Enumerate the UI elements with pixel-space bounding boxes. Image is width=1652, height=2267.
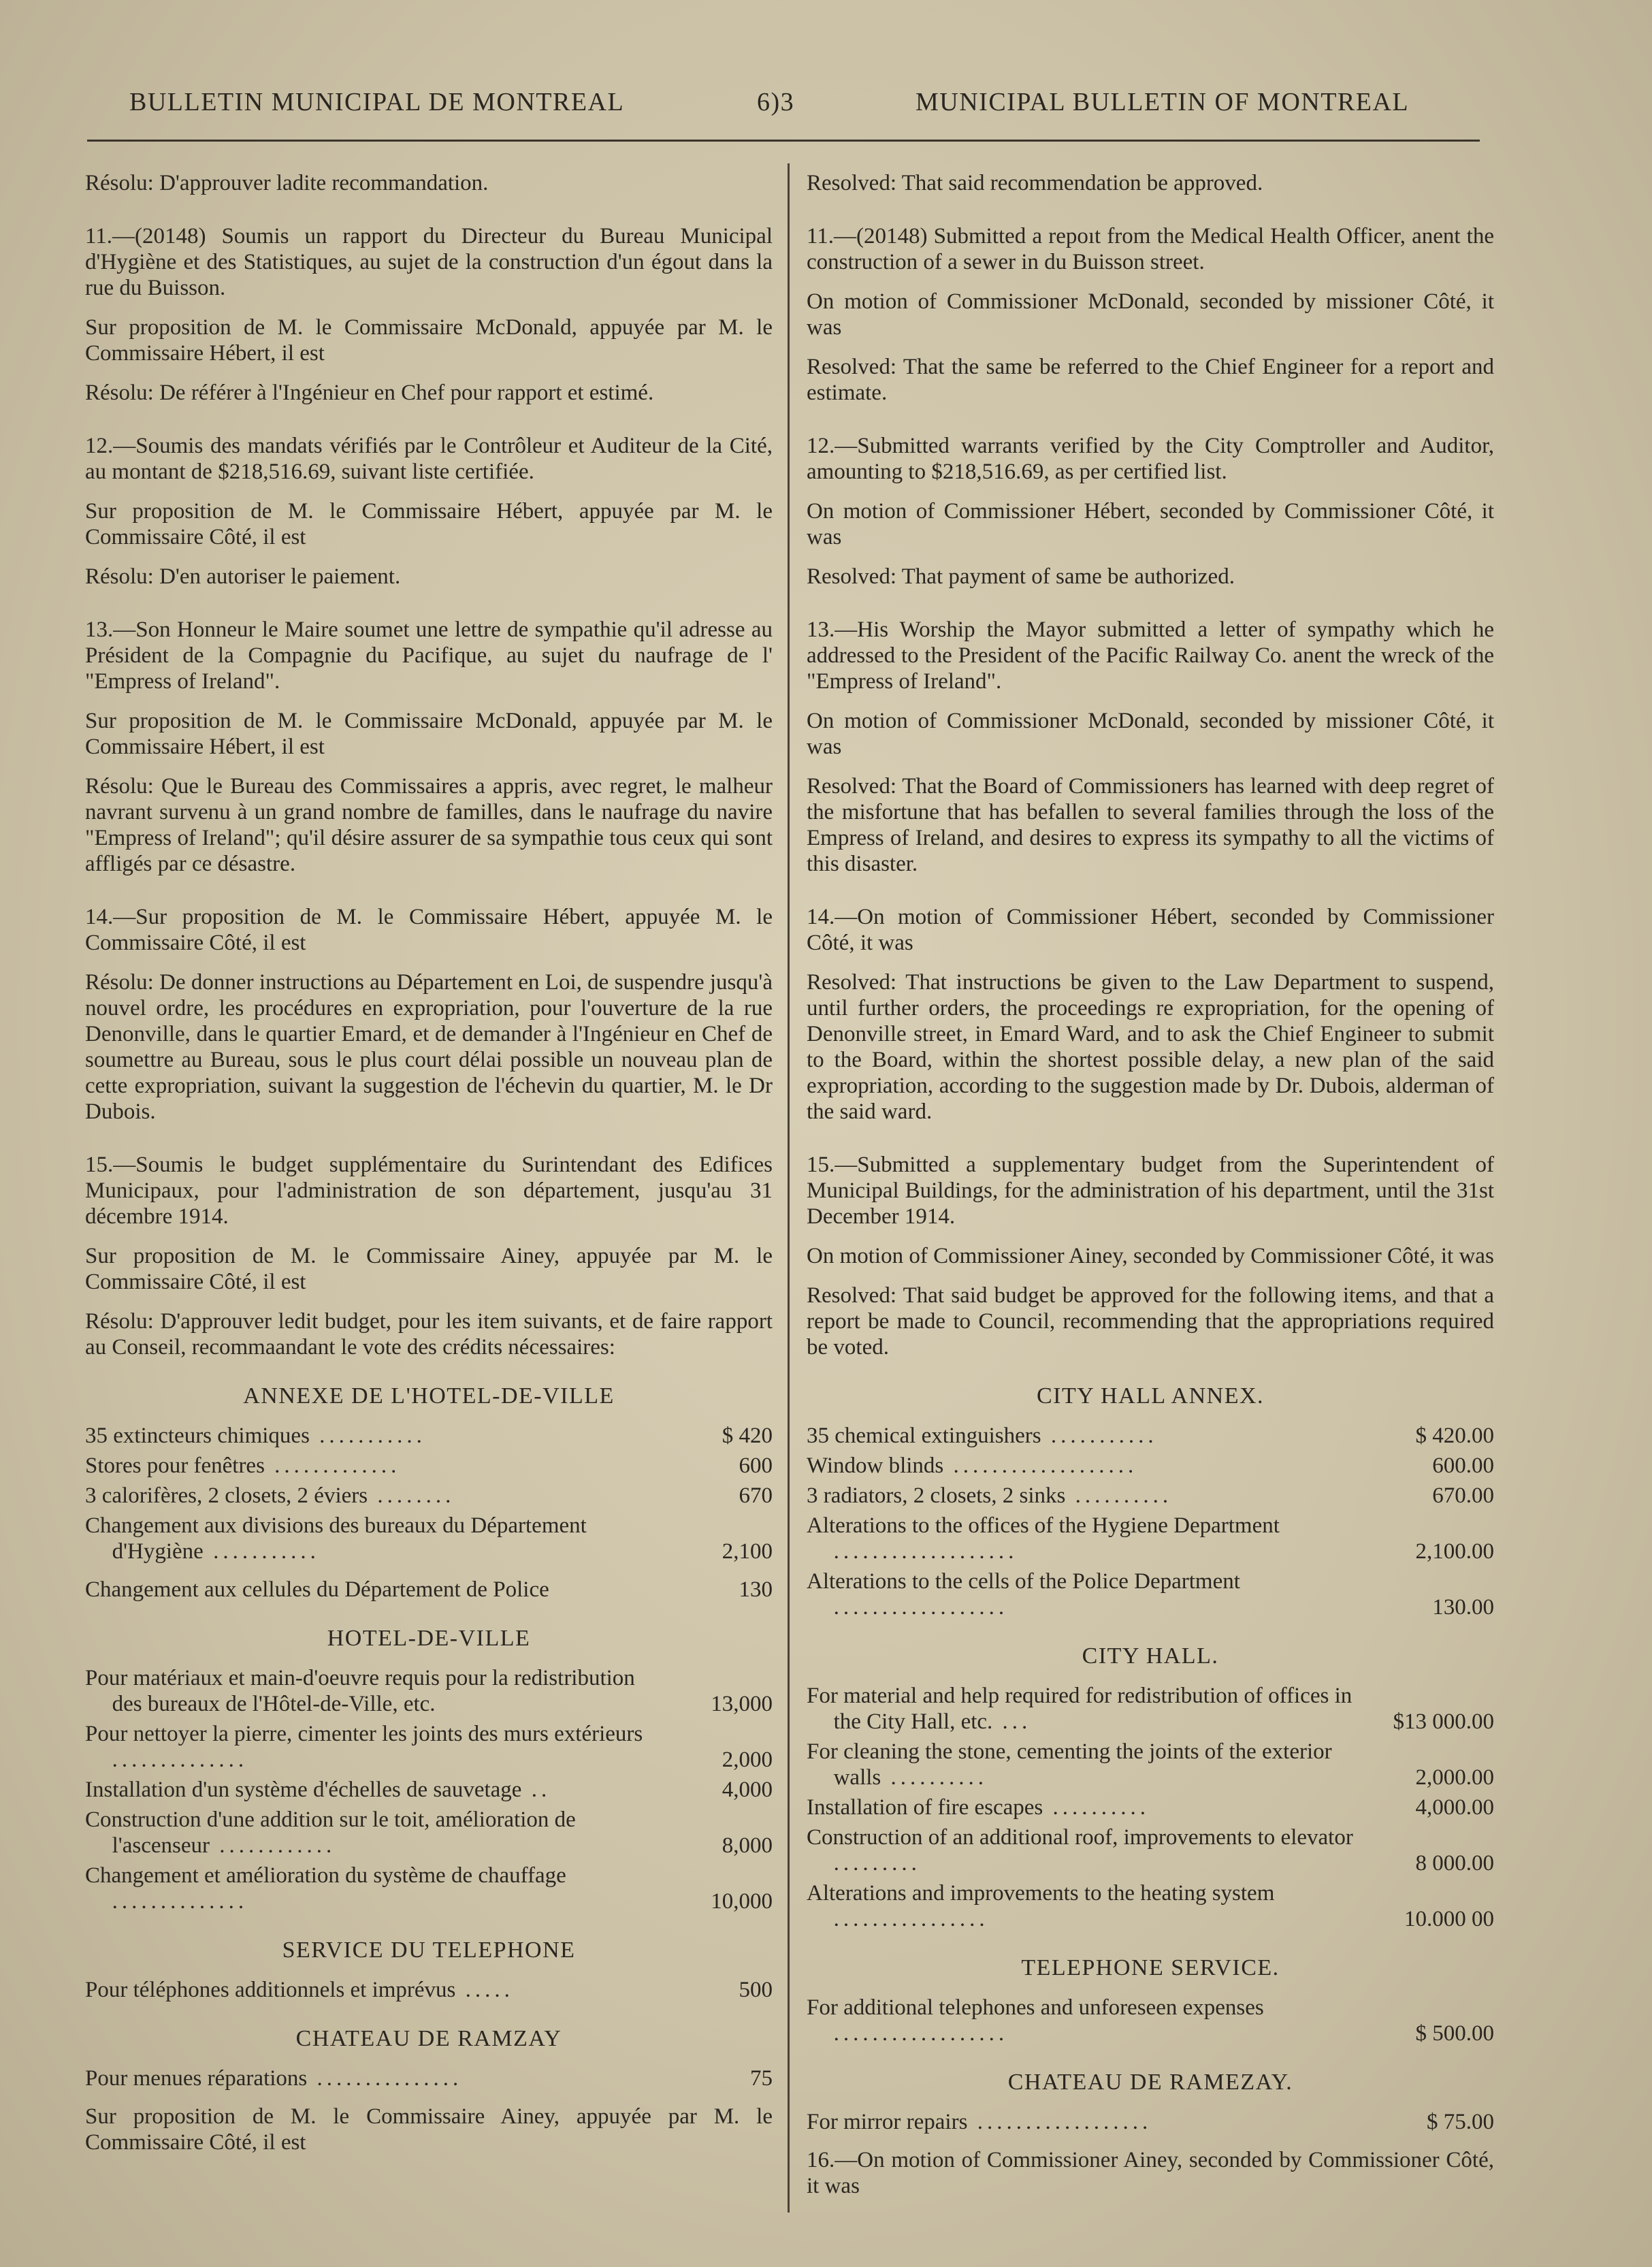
budget-item-desc: Pour nettoyer la pierre, cimenter les joints des murs extérieurs [85, 1722, 643, 1746]
budget-item: 35 extincteurs chimiques ........... $ 420 [85, 1424, 773, 1448]
section-heading: TELEPHONE SERVICE. [1021, 1955, 1280, 1980]
item-12-resolution: Résolu: D'en autoriser le paiement. [85, 564, 401, 589]
header-rule [87, 140, 1480, 142]
budget-item: Changement et amélioration du système de chauffage .............. 10,000 [85, 1863, 773, 1914]
section-heading: CHATEAU DE RAMZAY [295, 2026, 562, 2051]
item-12-submission: 12.—Submitted warrants verified by the City Comptroller and Auditor, amounting to $218,516.69, as per certified list. [807, 434, 1494, 484]
budget-item: Pour téléphones additionnels et imprévus ..... 500 [85, 1978, 773, 2002]
budget-item: Pour nettoyer la pierre, cimenter les joints des murs extérieurs .............. 2,000 [85, 1722, 773, 1772]
budget-item-desc: Stores pour fenêtres [85, 1453, 265, 1478]
running-head-english: MUNICIPAL BULLETIN OF MONTREAL [916, 88, 1410, 116]
budget-item-desc: 3 radiators, 2 closets, 2 sinks [807, 1483, 1066, 1508]
budget-item-amount: 10,000 [711, 1889, 773, 1914]
budget-item-amount: $ 420.00 [1415, 1424, 1494, 1448]
section-heading: CHATEAU DE RAMEZAY. [1007, 2070, 1293, 2095]
item-14-motion: 14.—On motion of Commissioner Hébert, seconded by Commissioner Côté, it was [807, 905, 1494, 955]
budget-item-desc: Alterations and improvements to the heating system [807, 1881, 1275, 1906]
budget-item-desc: Changement et amélioration du système de chauffage [85, 1863, 566, 1888]
budget-item: Alterations to the cells of the Police Department .................. 130.00 [807, 1569, 1494, 1620]
item-13-motion: On motion of Commissioner McDonald, seconded by missioner Côté, it was [807, 709, 1494, 759]
budget-item: Installation of fire escapes .......... 4,000.00 [807, 1795, 1494, 1820]
budget-item-desc: Pour menues réparations [85, 2066, 308, 2091]
budget-item-desc: 35 chemical extinguishers [807, 1424, 1041, 1448]
budget-item-desc: Installation of fire escapes [807, 1795, 1043, 1820]
item-15-resolution: Resolved: That said budget be approved for the following items, and that a report be made to Council, recommending that the appropriations required be voted. [807, 1283, 1494, 1360]
budget-item: For cleaning the stone, cementing the joints of the exterior walls .......... 2,000.00 [807, 1739, 1494, 1790]
budget-list-annexe [85, 1423, 773, 1603]
budget-item-amount: 600 [739, 1453, 773, 1478]
section-heading: CITY HALL ANNEX. [1036, 1383, 1265, 1409]
budget-item-desc: Changement aux cellules du Département de Police [85, 1577, 549, 1602]
budget-item: For additional telephones and unforeseen expenses .................. $ 500.00 [807, 1995, 1494, 2046]
budget-item: 3 radiators, 2 closets, 2 sinks .......... 670.00 [807, 1483, 1494, 1508]
budget-list-cityhall [807, 1683, 1494, 1932]
budget-list-annex [807, 1423, 1494, 1620]
page-number: 6)3 [757, 88, 795, 116]
budget-item-desc: For cleaning the stone, cementing the joints of the exterior walls [807, 1739, 1332, 1790]
budget-item-amount: 13,000 [711, 1692, 773, 1716]
budget-item-desc: Alterations to the offices of the Hygiene Department [807, 1513, 1280, 1538]
item-11-submission: 11.—(20148) Soumis un rapport du Directeur du Bureau Municipal d'Hygiène et des Statistiques, au sujet de la construction d'un égout dans la rue du Buisson. [85, 224, 773, 300]
item-15-submission: 15.—Submitted a supplementary budget from the Superintendent of Municipal Buildings, for the administration of his department, until the 31st December 1914. [807, 1153, 1494, 1229]
budget-item-amount: 8 000.00 [1415, 1851, 1494, 1876]
budget-item: For material and help required for redistribution of offices in the City Hall, etc. ... $13 000.00 [807, 1684, 1494, 1734]
running-head-french: BULLETIN MUNICIPAL DE MONTREAL [129, 88, 625, 116]
budget-item-amount: 8,000 [722, 1833, 773, 1858]
item-11-motion: On motion of Commissioner McDonald, seconded by missioner Côté, it was [807, 289, 1494, 340]
budget-item-desc: 3 calorifères, 2 closets, 2 éviers [85, 1483, 368, 1508]
item-15-motion: Sur proposition de M. le Commissaire Ainey, appuyée par M. le Commissaire Côté, il est [85, 1244, 773, 1294]
item-12-submission: 12.—Soumis des mandats vérifiés par le Contrôleur et Auditeur de la Cité, au montant de $218,516.69, suivant liste certifiée. [85, 434, 773, 484]
budget-item-desc: For additional telephones and unforeseen expenses [807, 1995, 1264, 2020]
item-13-letter: 13.—His Worship the Mayor submitted a letter of sympathy which he addressed to the President of the Pacific Railway Co. anent the wreck of the "Empress of Ireland". [807, 617, 1494, 694]
budget-item-desc: 35 extincteurs chimiques [85, 1424, 310, 1448]
item-15-resolution: Résolu: D'approuver ledit budget, pour les item suivants, et de faire rapport au Conseil, recommaandant le vote des crédits nécessaires: [85, 1309, 773, 1360]
section-heading: SERVICE DU TELEPHONE [282, 1938, 576, 1963]
item-14-resolution: Resolved: That instructions be given to the Law Department to suspend, until further orders, the proceedings re expropriation, for the opening of Denonville street, in Emard Ward, and to ask the Chief Engineer to submit to the Board, within the shortest possible delay, a new plan of the said expropriation, according to the suggestion made by Dr. Dubois, alderman of the said ward. [807, 970, 1494, 1124]
resolution-text: Résolu: D'approuver ladite recommandation. [85, 171, 489, 195]
budget-item-amount: 75 [750, 2066, 773, 2091]
budget-item-desc: Construction d'une addition sur le toit, amélioration de l'ascenseur [85, 1807, 576, 1858]
item-13-motion: Sur proposition de M. le Commissaire McDonald, appuyée par M. le Commissaire Hébert, il est [85, 709, 773, 759]
budget-item-amount: $ 420 [722, 1424, 773, 1448]
item-11-motion: Sur proposition de M. le Commissaire McDonald, appuyée par M. le Commissaire Hébert, il est [85, 315, 773, 366]
budget-item-amount: $ 75.00 [1427, 2110, 1494, 2134]
resolution-text: Resolved: That said recommendation be approved. [807, 171, 1263, 195]
budget-item-desc: Pour matériaux et main-d'oeuvre requis pour la redistribution des bureaux de l'Hôtel-de-Ville, etc. [85, 1666, 635, 1716]
budget-item: Window blinds ................... 600.00 [807, 1453, 1494, 1478]
budget-item-amount: 10.000 00 [1404, 1907, 1494, 1931]
item-13-resolution: Resolved: That the Board of Commissioners has learned with deep regret of the misfortune that has befallen to several families through the loss of the Empress of Ireland, and desires to express its sympathy to all the victims of this disaster. [807, 774, 1494, 876]
budget-item-desc: Changement aux divisions des bureaux du Département d'Hygiène [85, 1513, 587, 1564]
budget-item [85, 1577, 773, 1603]
item-15-submission: 15.—Soumis le budget supplémentaire du Surintendant des Edifices Municipaux, pour l'administration de son département, jusqu'au 31 décembre 1914. [85, 1153, 773, 1229]
budget-item-amount: 600.00 [1432, 1453, 1494, 1478]
budget-item: Construction d'une addition sur le toit, amélioration de l'ascenseur ............ 8,000 [85, 1807, 773, 1858]
budget-item-desc: Installation d'un système d'échelles de sauvetage [85, 1778, 522, 1802]
budget-item-amount: 670.00 [1432, 1483, 1494, 1508]
budget-item-desc: Window blinds [807, 1453, 944, 1478]
budget-list-hotel [85, 1665, 773, 1914]
budget-item-amount: 2,000.00 [1415, 1765, 1494, 1790]
budget-item-amount: 2,000 [722, 1748, 773, 1772]
item-11-resolution: Resolved: That the same be referred to the Chief Engineer for a report and estimate. [807, 355, 1494, 405]
english-column [807, 170, 1494, 2213]
section-heading: ANNEXE DE L'HOTEL-DE-VILLE [243, 1383, 615, 1409]
column-divider [788, 163, 790, 2213]
section-heading: CITY HALL. [1082, 1643, 1219, 1669]
budget-item [85, 1665, 773, 1717]
budget-item: Alterations and improvements to the heating system ................ 10.000 00 [807, 1881, 1494, 1931]
budget-item: For mirror repairs .................. $ 75.00 [807, 2110, 1494, 2134]
item-14-motion: 14.—Sur proposition de M. le Commissaire Hébert, appuyée M. le Commissaire Côté, il est [85, 905, 773, 955]
budget-item-amount: $13 000.00 [1393, 1709, 1494, 1734]
budget-item: Alterations to the offices of the Hygiene Department ................... 2,100.00 [807, 1513, 1494, 1564]
budget-item: Stores pour fenêtres ............. 600 [85, 1453, 773, 1478]
budget-item-amount: 130 [739, 1577, 773, 1602]
item-12-motion: On motion of Commissioner Hébert, seconded by Commissioner Côté, it was [807, 499, 1494, 549]
budget-item-desc: For mirror repairs [807, 2110, 968, 2134]
item-12-motion: Sur proposition de M. le Commissaire Hébert, appuyée par M. le Commissaire Côté, il est [85, 499, 773, 549]
budget-item-desc: Pour téléphones additionnels et imprévus [85, 1978, 456, 2002]
item-15-motion: On motion of Commissioner Ainey, seconded by Commissioner Côté, it was [807, 1244, 1494, 1268]
budget-item-amount: 2,100.00 [1415, 1539, 1494, 1564]
item-16-motion: Sur proposition de M. le Commissaire Ainey, appuyée par M. le Commissaire Côté, il est [85, 2104, 773, 2155]
budget-item-desc: Construction of an additional roof, improvements to elevator [807, 1825, 1353, 1850]
french-column [85, 170, 773, 2169]
budget-item-amount: 670 [739, 1483, 773, 1508]
budget-item: Changement aux divisions des bureaux du Département d'Hygiène ........... 2,100 [85, 1513, 773, 1564]
budget-item: Construction of an additional roof, improvements to elevator ......... 8 000.00 [807, 1825, 1494, 1876]
budget-item: Pour menues réparations ............... 75 [85, 2066, 773, 2091]
budget-item: 3 calorifères, 2 closets, 2 éviers ........ 670 [85, 1483, 773, 1508]
budget-item-amount: 130.00 [1432, 1595, 1494, 1620]
budget-item-amount: $ 500.00 [1415, 2021, 1494, 2046]
section-heading: HOTEL-DE-VILLE [327, 1626, 531, 1651]
item-13-letter: 13.—Son Honneur le Maire soumet une lettre de sympathie qu'il adresse au Président de la Compagnie du Pacifique, au sujet du naufrage de l' "Empress of Ireland". [85, 617, 773, 694]
item-11-resolution: Résolu: De référer à l'Ingénieur en Chef pour rapport et estimé. [85, 381, 654, 405]
item-13-resolution: Résolu: Que le Bureau des Commissaires a appris, avec regret, le malheur navrant survenu à un grand nombre de familles, dans le naufrage du navire "Empress of Ireland"; qu'il désire assurer de sa sympathie tous ceux qui sont affligés par ce désastre. [85, 774, 773, 876]
item-11-submission: 11.—(20148) Submitted a repoıt from the Medical Health Officer, anent the construction of a sewer in du Buisson street. [807, 224, 1494, 274]
budget-item: 35 chemical extinguishers ........... $ 420.00 [807, 1424, 1494, 1448]
budget-item-amount: 2,100 [722, 1539, 773, 1564]
budget-item-amount: 4,000 [722, 1778, 773, 1802]
budget-item-desc: For material and help required for redistribution of offices in the City Hall, etc. [807, 1684, 1353, 1734]
budget-item: Installation d'un système d'échelles de sauvetage .. 4,000 [85, 1778, 773, 1802]
item-12-resolution: Resolved: That payment of same be authorized. [807, 564, 1235, 589]
item-16-motion: 16.—On motion of Commissioner Ainey, seconded by Commissioner Côté, it was [807, 2148, 1494, 2198]
budget-item-amount: 4,000.00 [1415, 1795, 1494, 1820]
budget-item-amount: 500 [739, 1978, 773, 2002]
budget-item-desc: Alterations to the cells of the Police Department [807, 1569, 1240, 1594]
item-14-resolution: Résolu: De donner instructions au Département en Loi, de suspendre jusqu'à nouvel ordre, les procédures en expropriation, pour l'ouverture de la rue Denonville, dans le quartier Emard, et de demander à l'Ingénieur en Chef de soumettre au Bureau, sous le plus court délai possible un nouveau plan de cette expropriation, suivant la suggestion de l'échevin du quartier, M. le Dr Dubois. [85, 970, 773, 1124]
